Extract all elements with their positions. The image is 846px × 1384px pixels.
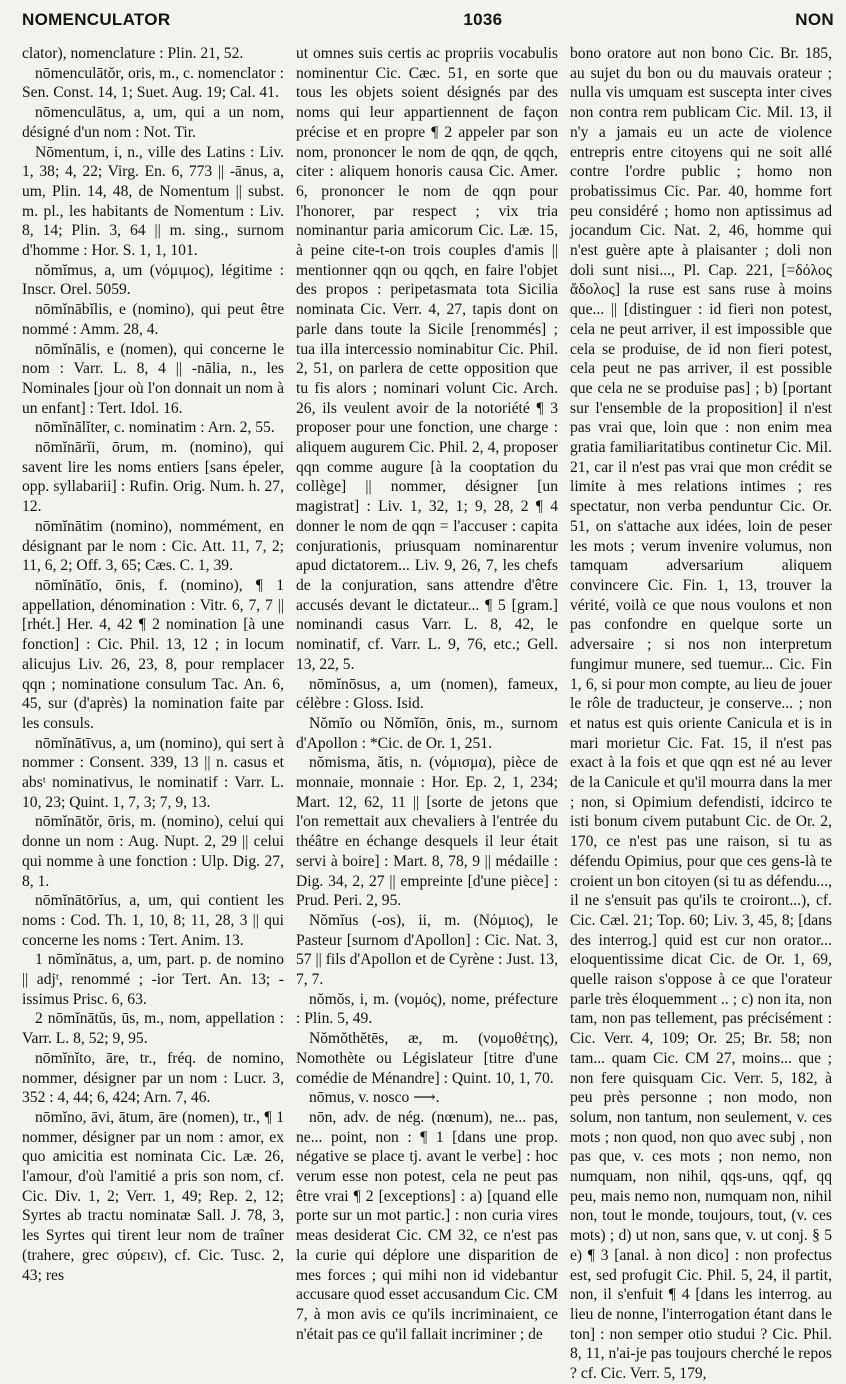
header-left-guideword: NOMENCULATOR [22,10,171,29]
dictionary-entry: nōmĭnātŏr, ōris, m. (nomino), celui qui donne un nom : Aug. Nupt. 2, 29 || celui qui nomme à une fonction : Ulp. Dig. 27, 8, 1. [22,813,284,890]
dictionary-entry: nōmĭnātōrĭus, a, um, qui contient les noms : Cod. Th. 1, 10, 8; 11, 28, 3 || qui concerne les noms : Tert. Anim. 13. [22,892,284,949]
dictionary-entry: nōmĭnārĭi, ōrum, m. (nomino), qui savent lire les noms entiers [sans épeler, opp. syllabarii] : Rufin. Orig. Num. h. 27, 12. [22,439,284,516]
column-left [22,44,284,1349]
dictionary-entry: nŏmisma, ătis, n. (νόμισμα), pièce de monnaie, monnaie : Hor. Ep. 2, 1, 234; Mart. 12, 62, 11 || [sorte de jetons que l'on remettait aux chevaliers à l'entrée du théâtre en échange desquels il leur était servi à boire] : Mart. 8, 78, 9 || médaille : Dig. 34, 2, 27 || empreinte [d'une pièce] : Prud. Peri. 2, 95. [296,754,558,910]
dictionary-entry: ut omnes suis certis ac propriis vocabulis nominentur Cic. Cæc. 51, en sorte que tous les objets soient désignés par des noms qui leur appartiennent de façon précise et en propre ¶ 2 appeler par son nom, prononcer le nom de qqn, de qqch, citer : aliquem honoris causa Cic. Amer. 6, prononcer le nom de qqn pour l'honorer, par respect ; vix tria nominantur paria amicorum Cic. Læ. 15, à peine cite-t-on trois couples d'amis || mentionner qqn ou qqch, en faire l'objet des propos : peripetasmata tota Sicilia nominata Cic. Verr. 4, 27, tapis dont on parle dans toute la Sicile [renommés] ; tua illa intercessio nominabitur Cic. Phil. 2, 51, on parlera de cette opposition que tu fis alors ; nominari volunt Cic. Arch. 26, ils veulent avoir de la notoriété ¶ 3 proposer pour une fonction, une charge : aliquem augurem Cic. Phil. 2, 4, proposer qqn comme augure [à la cooptation du collège] || nommer, désigner [un magistrat] : Liv. 1, 32, 1; 9, 28, 2 ¶ 4 donner le nom de qqn = l'accuser : capita conjurationis, priusquam nominarentur apud dictatorem... Liv. 9, 26, 7, les chefs de la conjuration, sans attendre d'être accusés devant le dictateur... ¶ 5 [gram.] nominandi casus Varr. L. 8, 42, le nominatif, cf. Varr. L. 9, 76, etc.; Gell. 13, 22, 5. [296,45,558,673]
dictionary-entry: Nŏmĭus (-os), ii, m. (Νόμιος), le Pasteur [surnom d'Apollon] : Cic. Nat. 3, 57 || fils d'Apollon et de Cyrène : Just. 13, 7, 7. [296,911,558,989]
dictionary-entry: nōmĭnābĭlis, e (nomino), qui peut être nommé : Amm. 28, 4. [22,301,284,338]
dictionary-entry: nōmĭnōsus, a, um (nomen), fameux, célèbre : Gloss. Isid. [296,675,558,713]
dictionary-entry: nōmĭnālĭter, c. nominatim : Arn. 2, 55. [35,419,275,437]
text-columns [22,44,834,1383]
dictionary-entry: nōmĭnātīvus, a, um (nomino), qui sert à nommer : Consent. 339, 13 || n. casus et absᵗ nominativus, le nominatif : Varr. L. 10, 23; Quint. 1, 7, 3; 7, 9, 13. [22,734,284,811]
running-header [22,10,834,44]
column-middle [296,44,558,1349]
page-number: 1036 [463,10,503,29]
dictionary-entry: Nŏmŏthĕtēs, æ, m. (νομοθέτης), Nomothète ou Législateur [titre d'une comédie de Ménandre] : Quint. 10, 1, 70. [296,1030,558,1087]
header-right-guideword: NON [795,10,834,29]
dictionary-entry: 1 nōmĭnātus, a, um, part. p. de nomino || adjᵗ, renommé ; -ior Tert. An. 13; -issimus Prisc. 6, 63. [22,951,284,1008]
dictionary-entry: nōn, adv. de nég. (nœnum), ne... pas, ne... point, non : ¶ 1 [dans une prop. négative se place tj. avant le verbe] : hoc verum esse non potest, cela ne peut pas être vrai ¶ 2 [exceptions] : a) [quand elle porte sur un mot partic.] : non curia vires meas desiderat Cic. CM 32, ce n'est pas la curie qui déplore une disparition de mes forces ; qui mihi non id videbantur accusare quod esset accusandum Cic. CM 7, à mon avis ce qu'ils incriminaient, ce n'était pas ce qu'il fallait incriminer ; de [296,1108,558,1343]
dictionary-entry: Nŏmĭo ou Nŏmĭōn, ōnis, m., surnom d'Apollon : *Cic. de Or. 1, 251. [296,714,558,752]
dictionary-entry: bono oratore aut non bono Cic. Br. 185, au sujet du bon ou du mauvais orateur ; nulla vis umquam est suscepta inter cives non contra rem publicam Cic. Mil. 13, il n'y a jamais eu un acte de violence entrepris entre citoyens qui ne soit allé contre l'ordre public ; homo non probatissimus Cic. Par. 40, homme fort peu considéré ; homo non aptissimus ad jocandum Cic. Nat. 2, 46, homme qui n'est guère apte à plaisanter ; doli non doli sunt nisi..., Pl. Cap. 221, [=δόλος ἄδολος] la ruse est sans ruse à moins que... || [distinguer : id fieri non potest, cela ne peut arriver, il est impossible que cela se produise, de id non fieri potest, cela peut ne pas arriver, il est possible que cela ne se produise pas] ; b) [portant sur l'ensemble de la proposition] il n'est pas vrai que, loin que : non enim mea gratia familiaritatibus continetur Cic. Mil. 21, car il n'est pas vrai que mon crédit se limite à mes relations intimes ; res spectatur, non verba penduntur Cic. Or. 51, on s'attache aux idées, loin de peser les mots ; verum invenire volumus, non tamquam adversarium aliquem convincere Cic. Fin. 1, 13, trouver la vérité, voilà ce que nous voulons et non pas confondre en quelque sorte un adversaire ; si nos non interpretum fungimur munere, sed tuemur... Cic. Fin 1, 6, si pour mon compte, au lieu de jouer le rôle de traducteur, je conserve... ; non et natus est quis oriente Canicula et is in mari morietur Cic. Fat. 15, il n'est pas exact à la fois et que qqn est né au lever de la Canicule et qu'il mourra dans la mer ; non, si Opimium defendisti, idcirco te isti bonum civem putabunt Cic. de Or. 2, 170, ce n'est pas une raison, si tu as défendu Opimius, pour que ces gens-là te croient un bon citoyen (si tu as défendu..., il ne s'ensuit pas qu'ils te croiront...), cf. Cic. Cæl. 21; Top. 60; Liv. 3, 45, 8; [dans des interrog.] quid est cur non orator... eloquentissime dicat Cic. de Or. 1, 69, quelle raison s'oppose à ce que l'orateur parle très éloquemment .. ; c) non ita, non tam, non pas tellement, pas précisément : Cic. Verr. 4, 109; Or. 25; Br. 58; non tam... quam Cic. CM 27, moins... que ; non fere quisquam Cic. Verr. 5, 182, à peu près personne ; non modo, non solum, non tantum, non seulement, v. ces mots ; non quod, non quo avec subj , non pas que, v. ces mots ; non nemo, non numquam, non nihil, qqs-uns, qqf, qq peu, mais nemo non, numquam non, nihil non, tout le monde, toujours, tout, (v. ces mots) ; d) ut non, sans que, v. ut conj. § 5 e) ¶ 3 [anal. à non dico] : non profectus est, sed profugit Cic. Phil. 5, 24, il partit, non, il s'enfuit ¶ 4 [dans les interrog. au lieu de nonne, l'interrogation étant dans le ton] : non semper otio studui ? Cic. Phil. 8, 11, n'ai-je pas toujours cherché le repos ? cf. Cic. Verr. 5, 179, [570,45,832,1383]
dictionary-entry: nōmenculātus, a, um, qui a un nom, désigné d'un nom : Not. Tir. [22,104,284,141]
dictionary-entry: nōmĭno, āvi, ātum, āre (nomen), tr., ¶ 1 nommer, désigner par un nom : amor, ex quo amicitia est nominata Cic. Læ. 26, l'amour, d'où l'amitié a pris son nom, cf. Cic. Div. 1, 2; Verr. 1, 49; Rep. 2, 12; Syrtes ab tractu nominatæ Sall. J. 78, 3, les Syrtes qui tirent leur nom de traîner (trahere, grec σύρειν), cf. Cic. Tusc. 2, 43; res [22,1108,284,1284]
dictionary-entry: nōmĭnātim (nomino), nommément, en désignant par le nom : Cic. Att. 11, 7, 2; 11, 6, 2; Off. 3, 65; Cæs. C. 1, 39. [22,517,284,575]
dictionary-entry: nōmĭnātĭo, ōnis, f. (nomino), ¶ 1 appellation, dénomination : Vitr. 6, 7, 7 || [rhét.] Her. 4, 42 ¶ 2 nomination [à une fonction] : Cic. Phil. 13, 12 ; in locum alicujus Liv. 26, 23, 8, pour remplacer qqn ; nominatione consulum Tac. An. 6, 45, sur (d'après) la nomination faite par les consuls. [22,576,284,732]
dictionary-entry: nŏmŏs, i, m. (νομός), nome, préfecture : Plin. 5, 49. [296,990,558,1028]
dictionary-entry: nōmenculātŏr, oris, m., c. nomenclator : Sen. Const. 14, 1; Suet. Aug. 19; Cal. 41. [22,64,284,102]
dictionary-entry: nŏmĭmus, a, um (νόμιμος), légitime : Inscr. Orel. 5059. [22,261,284,299]
dictionary-entry: Nōmentum, i, n., ville des Latins : Liv. 1, 38; 4, 22; Virg. En. 6, 773 || -ānus, a, um, Plin. 14, 48, de Nomentum || subst. m. pl., les habitants de Nomentum : Liv. 8, 14; Plin. 3, 64 || m. sing., surnom d'homme : Hor. S. 1, 1, 101. [22,143,284,260]
dictionary-entry: 2 nōmĭnātŭs, ūs, m., nom, appellation : Varr. L. 8, 52; 9, 95. [22,1010,284,1048]
column-right [570,44,832,1383]
dictionary-entry: clator), nomenclature : Plin. 21, 52. [22,45,244,62]
dictionary-entry: nōmĭnĭto, āre, tr., fréq. de nomino, nommer, désigner par un nom : Lucr. 3, 352 : 4, 44; 6, 424; Arn. 7, 46. [22,1049,284,1107]
dictionary-entry: nōmus, v. nosco ⟶. [309,1089,440,1107]
dictionary-entry: nōmĭnālis, e (nomen), qui concerne le nom : Varr. L. 8, 4 || -nālia, n., les Nominales [jour où l'on donnait un nom à un enfant] : Tert. Idol. 16. [22,340,284,417]
